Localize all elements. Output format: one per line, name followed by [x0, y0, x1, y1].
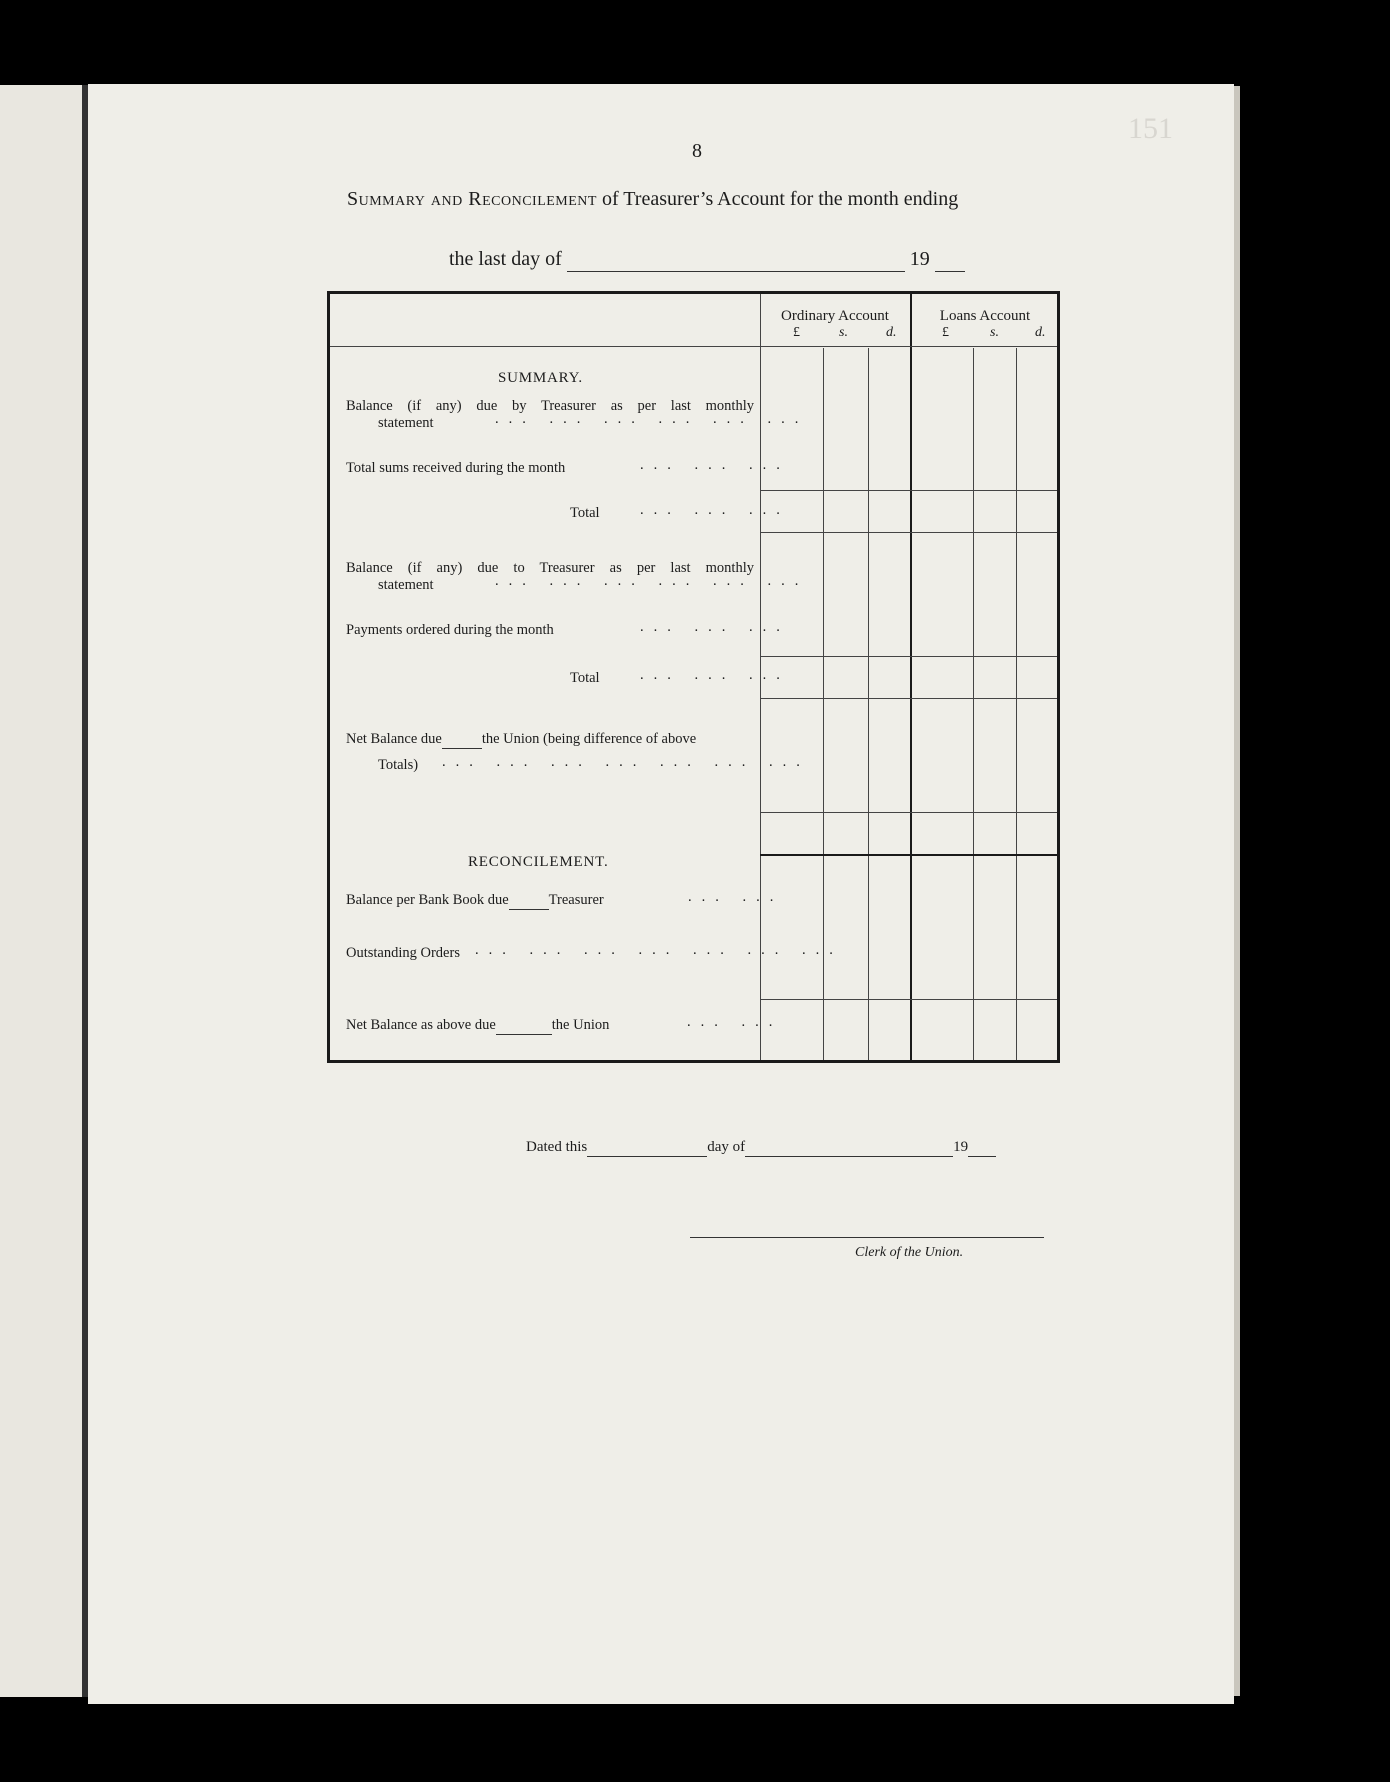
dated-line [526, 1139, 996, 1157]
net-above-label [346, 1017, 609, 1035]
col-divider-loan-shillings [1016, 348, 1017, 1060]
header-rule [330, 346, 1057, 347]
balance-by-line1: Balance (if any) due by Treasurer as per last monthly [346, 398, 754, 414]
net-balance-line2: Totals) [378, 757, 419, 773]
col-divider-loan-pounds [973, 348, 974, 1060]
heading-smallcaps: Summary and Reconcilement [347, 188, 597, 210]
ord-shillings-unit: s. [839, 325, 848, 340]
ord-pounds-unit: £ [793, 325, 800, 340]
total-received-leader: ... ... ... [640, 457, 790, 473]
signature-line [690, 1237, 1044, 1238]
total-rule-2 [760, 698, 1057, 699]
ord-pence-unit: d. [886, 325, 897, 340]
day-of-label: day of [707, 1139, 746, 1155]
payments-leader: ... ... ... [640, 619, 790, 635]
dated-year: 19 [953, 1139, 969, 1155]
net-above-blank [496, 1017, 552, 1035]
ordinary-account-header: Ordinary Account [781, 308, 889, 324]
total-1-label: Total [570, 505, 600, 521]
bank-blank [509, 892, 549, 910]
summary-heading: SUMMARY. [498, 370, 583, 386]
page-number: 8 [692, 140, 702, 162]
outstanding-leader: ... ... ... ... ... ... ... [475, 942, 843, 958]
bank-leader: ... ... [688, 889, 784, 905]
subtotal-rule-1 [760, 490, 1057, 491]
net-above-a: Net Balance as above due [346, 1017, 496, 1033]
total-1-leader: ... ... ... [640, 502, 790, 518]
dated-year-blank [968, 1139, 996, 1157]
net-balance-line1 [346, 731, 696, 749]
loans-account-header: Loans Account [939, 308, 1031, 324]
col-divider-accounts [910, 294, 912, 1060]
subheading-prefix: the last day of [449, 248, 562, 270]
total-received-label: Total sums received during the month [346, 460, 566, 476]
balance-to-line1: Balance (if any) due to Treasurer as per last monthly [346, 560, 754, 576]
net-balance-b: the Union (being difference of above [481, 731, 697, 747]
net-balance-blank [442, 731, 482, 749]
total-2-leader: ... ... ... [640, 667, 790, 683]
month-blank [567, 248, 905, 272]
outstanding-label: Outstanding Orders [346, 945, 460, 961]
summary-table [327, 291, 1060, 1063]
loan-shillings-unit: s. [990, 325, 999, 340]
reconcilement-heading: RECONCILEMENT. [468, 854, 609, 870]
net-balance-leader: ... ... ... ... ... ... ... [442, 754, 810, 770]
bank-b: Treasurer [548, 892, 604, 908]
balance-to-leader: ... ... ... ... ... ... [495, 573, 809, 589]
total-rule-1 [760, 532, 1057, 533]
heading-rest: of Treasurer’s Account for the month ending [601, 188, 959, 210]
subheading-year: 19 [909, 248, 930, 270]
loan-pence-unit: d. [1035, 325, 1046, 340]
reconcilement-rule [760, 854, 1057, 856]
dated-month-blank [745, 1139, 953, 1157]
dated-day-blank [587, 1139, 707, 1157]
left-page-edge [0, 85, 82, 1697]
balance-by-leader: ... ... ... ... ... ... [495, 411, 809, 427]
payments-label: Payments ordered during the month [346, 622, 554, 638]
dated-label: Dated this [526, 1139, 588, 1155]
faint-folio-number: 151 [1128, 112, 1173, 145]
total-2-label: Total [570, 670, 600, 686]
balance-by-line2: statement [378, 415, 434, 431]
subheading [449, 248, 965, 272]
page-heading [347, 188, 958, 211]
year-blank [935, 248, 965, 272]
balance-to-line2: statement [378, 577, 434, 593]
signature-caption: Clerk of the Union. [855, 1245, 964, 1260]
col-divider-ord-shillings [868, 348, 869, 1060]
bank-a: Balance per Bank Book due [346, 892, 509, 908]
bank-balance-label [346, 892, 604, 910]
net-above-leader: ... ... [687, 1014, 783, 1030]
right-page-edge [1234, 86, 1240, 1696]
subtotal-rule-2 [760, 656, 1057, 657]
outstanding-rule [760, 999, 1057, 1000]
net-above-b: the Union [551, 1017, 610, 1033]
net-rule [760, 812, 1057, 813]
net-balance-a: Net Balance due [346, 731, 442, 747]
loan-pounds-unit: £ [942, 325, 949, 340]
